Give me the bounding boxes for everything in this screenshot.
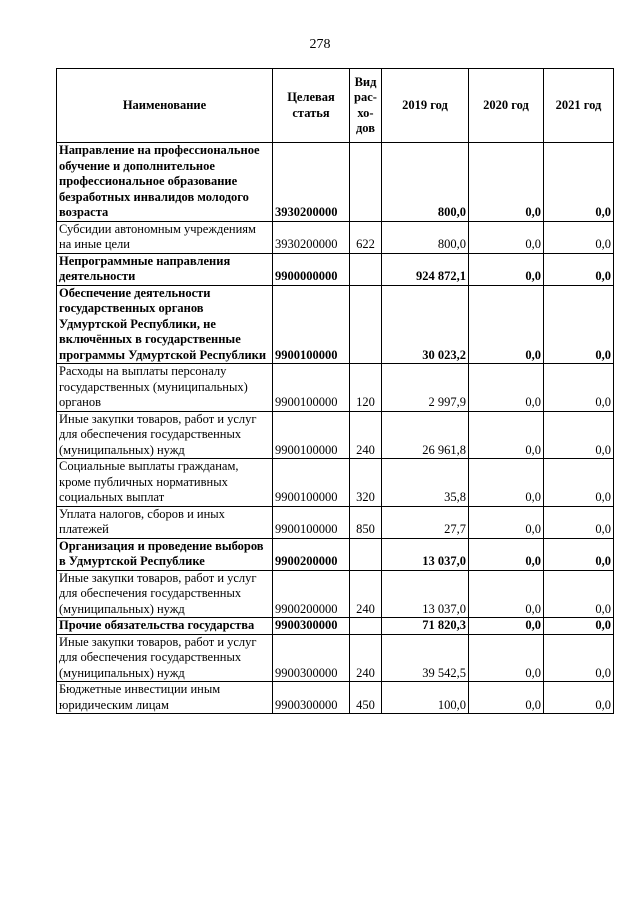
cell-code: 9900300000 [273, 634, 350, 682]
cell-vid [350, 143, 382, 222]
page-number: 278 [309, 37, 331, 52]
cell-y2021: 0,0 [544, 618, 614, 635]
cell-name: Непрограммные направления деятельности [57, 253, 273, 285]
cell-code: 9900200000 [273, 538, 350, 570]
cell-name: Обеспечение деятельности государственных органов Удмуртской Республики, не включённых в государственные программы Удмуртской Республики [57, 285, 273, 364]
cell-y2019: 800,0 [382, 143, 469, 222]
cell-code: 9900200000 [273, 570, 350, 618]
cell-vid: 850 [350, 506, 382, 538]
cell-y2019: 27,7 [382, 506, 469, 538]
cell-name: Прочие обязательства государства [57, 618, 273, 635]
cell-code: 9900000000 [273, 253, 350, 285]
cell-y2019: 71 820,3 [382, 618, 469, 635]
column-header-2019: 2019 год [382, 69, 469, 143]
table-row [57, 634, 614, 682]
cell-y2019: 30 023,2 [382, 285, 469, 364]
cell-y2020: 0,0 [469, 143, 544, 222]
cell-vid [350, 538, 382, 570]
cell-y2021: 0,0 [544, 285, 614, 364]
cell-name: Иные закупки товаров, работ и услуг для обеспечения государственных (муниципальных) нужд [57, 411, 273, 459]
cell-vid: 240 [350, 634, 382, 682]
cell-y2019: 2 997,9 [382, 364, 469, 412]
cell-y2021: 0,0 [544, 253, 614, 285]
budget-table [56, 68, 614, 714]
cell-name: Иные закупки товаров, работ и услуг для обеспечения государственных (муниципальных) нужд [57, 570, 273, 618]
cell-code: 3930200000 [273, 143, 350, 222]
cell-name: Иные закупки товаров, работ и услуг для обеспечения государственных (муниципальных) нужд [57, 634, 273, 682]
cell-name: Уплата налогов, сборов и иных платежей [57, 506, 273, 538]
cell-code: 9900100000 [273, 506, 350, 538]
cell-y2020: 0,0 [469, 634, 544, 682]
column-header-name: Наименование [57, 69, 273, 143]
cell-code: 9900100000 [273, 364, 350, 412]
cell-y2020: 0,0 [469, 570, 544, 618]
cell-name: Направление на профессиональное обучение и дополнительное профессиональное образование безработных инвалидов молодого возраста [57, 143, 273, 222]
table-row [57, 143, 614, 222]
cell-y2019: 800,0 [382, 221, 469, 253]
cell-y2021: 0,0 [544, 221, 614, 253]
cell-y2021: 0,0 [544, 143, 614, 222]
cell-code: 9900100000 [273, 459, 350, 507]
cell-y2020: 0,0 [469, 618, 544, 635]
cell-code: 9900100000 [273, 411, 350, 459]
cell-code: 3930200000 [273, 221, 350, 253]
cell-name: Бюджетные инвестиции иным юридическим лицам [57, 682, 273, 714]
cell-name: Расходы на выплаты персоналу государственных (муниципальных) органов [57, 364, 273, 412]
cell-y2021: 0,0 [544, 506, 614, 538]
cell-name: Субсидии автономным учреждениям на иные цели [57, 221, 273, 253]
cell-vid [350, 285, 382, 364]
table-row [57, 364, 614, 412]
table-row [57, 506, 614, 538]
table-body [57, 143, 614, 714]
column-header-code: Целевая статья [273, 69, 350, 143]
cell-y2020: 0,0 [469, 364, 544, 412]
table-row [57, 570, 614, 618]
cell-vid: 622 [350, 221, 382, 253]
cell-y2021: 0,0 [544, 538, 614, 570]
cell-y2019: 35,8 [382, 459, 469, 507]
cell-vid: 120 [350, 364, 382, 412]
cell-y2021: 0,0 [544, 411, 614, 459]
cell-y2019: 100,0 [382, 682, 469, 714]
column-header-2020: 2020 год [469, 69, 544, 143]
header-row [57, 69, 614, 143]
cell-y2021: 0,0 [544, 634, 614, 682]
table-row [57, 221, 614, 253]
cell-vid: 240 [350, 411, 382, 459]
table-row [57, 618, 614, 635]
cell-y2020: 0,0 [469, 411, 544, 459]
cell-vid: 240 [350, 570, 382, 618]
cell-y2019: 13 037,0 [382, 538, 469, 570]
cell-name: Организация и проведение выборов в Удмуртской Республике [57, 538, 273, 570]
cell-y2020: 0,0 [469, 285, 544, 364]
cell-y2020: 0,0 [469, 253, 544, 285]
cell-y2019: 39 542,5 [382, 634, 469, 682]
cell-vid [350, 618, 382, 635]
cell-code: 9900100000 [273, 285, 350, 364]
table-row [57, 459, 614, 507]
table-row [57, 538, 614, 570]
cell-vid: 320 [350, 459, 382, 507]
cell-vid [350, 253, 382, 285]
cell-y2021: 0,0 [544, 570, 614, 618]
table-row [57, 411, 614, 459]
cell-y2021: 0,0 [544, 459, 614, 507]
cell-y2019: 13 037,0 [382, 570, 469, 618]
cell-code: 9900300000 [273, 682, 350, 714]
cell-y2020: 0,0 [469, 538, 544, 570]
cell-y2019: 924 872,1 [382, 253, 469, 285]
cell-y2021: 0,0 [544, 364, 614, 412]
cell-name: Социальные выплаты гражданам, кроме публичных нормативных социальных выплат [57, 459, 273, 507]
column-header-2021: 2021 год [544, 69, 614, 143]
cell-y2020: 0,0 [469, 506, 544, 538]
table-row [57, 682, 614, 714]
column-header-vid: Вид рас-хо-дов [350, 69, 382, 143]
table-row [57, 253, 614, 285]
cell-y2019: 26 961,8 [382, 411, 469, 459]
cell-vid: 450 [350, 682, 382, 714]
cell-code: 9900300000 [273, 618, 350, 635]
cell-y2020: 0,0 [469, 459, 544, 507]
cell-y2020: 0,0 [469, 221, 544, 253]
table-row [57, 285, 614, 364]
cell-y2021: 0,0 [544, 682, 614, 714]
cell-y2020: 0,0 [469, 682, 544, 714]
